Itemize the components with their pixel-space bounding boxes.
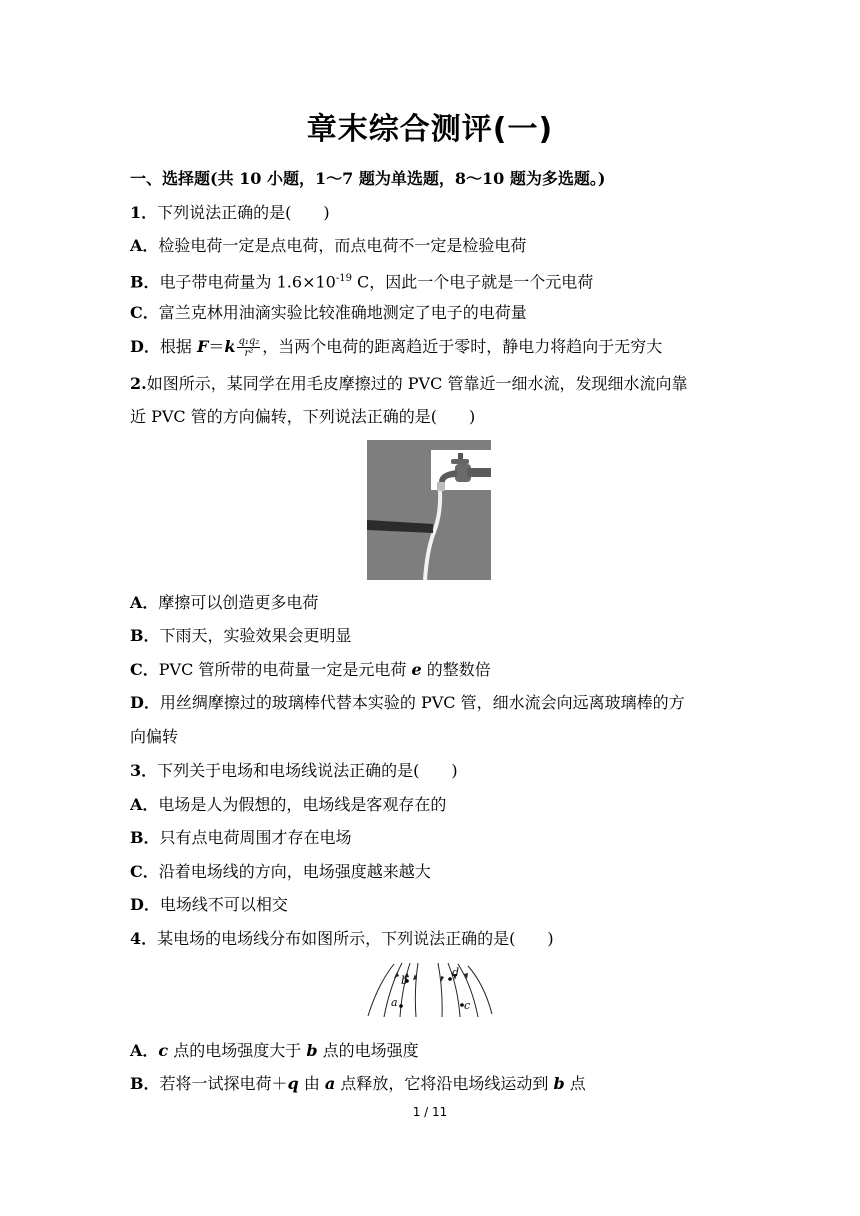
arrow-icon	[441, 976, 444, 982]
option-text: 若将一试探电荷＋	[159, 1074, 288, 1093]
faucet-water-pvc-figure	[367, 440, 491, 580]
option-text: 富兰克林用油滴实验比较准确地测定了电子的电荷量	[158, 303, 527, 322]
formula-fraction	[237, 336, 260, 359]
section-note: (共 10 小题，1～7 题为单选题，8～10 题为多选题。)	[210, 169, 606, 188]
q2-option-d-line1	[130, 692, 740, 714]
option-letter: A．	[130, 795, 159, 814]
q1-number: 1．	[130, 203, 158, 222]
fraction-numerator: q₁q₂	[238, 336, 260, 347]
label-b: b	[401, 974, 409, 987]
field-lines	[368, 963, 492, 1017]
option-letter: B．	[130, 626, 160, 645]
q1-stem-text: 下列说法正确的是( )	[157, 203, 330, 222]
formula-symbol: e	[411, 660, 422, 679]
q2-stem-text: 如图所示，某同学在用毛皮摩擦过的 PVC 管靠近一细水流，发现细水流向靠	[146, 374, 688, 393]
formula-symbol: F	[196, 337, 209, 356]
q2-option-a	[130, 592, 740, 614]
option-text: 沿着电场线的方向，电场强度越来越大	[158, 862, 431, 881]
formula-symbol: b	[553, 1074, 565, 1093]
fraction-denominator: r²	[244, 348, 254, 359]
page-title: 章末综合测评(一)	[306, 112, 554, 147]
q1-option-c	[130, 302, 740, 324]
option-letter: D．	[130, 337, 160, 356]
q2-option-d-line2	[130, 726, 740, 748]
formula-symbol: k	[224, 337, 236, 356]
exponent: -19	[335, 273, 352, 284]
q2-stem-line1	[130, 373, 740, 395]
option-text: 点的电场强度大于	[168, 1041, 307, 1060]
option-letter: C．	[130, 303, 159, 322]
q1-stem	[130, 202, 740, 224]
option-text: 点	[564, 1074, 586, 1093]
option-letter: D．	[130, 895, 160, 914]
option-letter: B．	[130, 828, 160, 847]
section-label: 选择题	[162, 169, 211, 188]
faucet-nozzle	[437, 482, 445, 491]
option-text: C，因此一个电子就是一个元电荷	[351, 272, 594, 292]
label-c: c	[464, 999, 471, 1012]
q2-option-b	[130, 625, 740, 647]
option-letter: D．	[130, 693, 160, 712]
field-line	[438, 963, 442, 1017]
option-letter: A．	[130, 593, 159, 612]
option-text: 检验电荷一定是点电荷，而点电荷不一定是检验电荷	[158, 236, 527, 255]
q2-stem-line2	[130, 406, 740, 428]
option-text: 点的电场强度	[317, 1041, 419, 1060]
arrow-icon	[394, 972, 399, 978]
q2-stem-text: 近 PVC 管的方向偏转，下列说法正确的是( )	[130, 407, 476, 426]
option-text: 根据	[159, 337, 197, 356]
q3-option-c	[130, 861, 740, 883]
field-line	[468, 966, 492, 1014]
option-text: 电场是人为假想的，电场线是客观存在的	[158, 795, 447, 814]
option-letter: A．	[130, 236, 159, 255]
option-text: 用丝绸摩擦过的玻璃棒代替本实验的 PVC 管，细水流会向远离玻璃棒的方	[159, 693, 685, 712]
q1-option-d	[130, 334, 740, 360]
option-text: PVC 管所带的电荷量一定是元电荷	[158, 660, 412, 679]
formula-symbol: ＝	[208, 337, 225, 356]
q3-stem-text: 下列关于电场和电场线说法正确的是( )	[157, 761, 458, 780]
option-text: 向偏转	[130, 727, 179, 746]
formula-symbol: q	[287, 1074, 299, 1093]
option-text: 电子带电荷量为 1.6×10	[159, 272, 336, 292]
q1-option-a	[130, 235, 740, 257]
formula-symbol: a	[324, 1074, 336, 1093]
option-letter: A．	[130, 1041, 159, 1060]
q3-number: 3．	[130, 761, 158, 780]
option-text: 由	[298, 1074, 325, 1093]
option-text: 下雨天，实验效果会更明显	[159, 626, 352, 645]
q4-stem	[130, 928, 740, 950]
q4-number: 4．	[130, 929, 158, 948]
field-line	[415, 963, 418, 1017]
field-line	[400, 963, 410, 1017]
page-number: 1 / 11	[412, 1105, 448, 1119]
q4-option-b	[130, 1073, 740, 1095]
option-text: 点释放，它将沿电场线运动到	[335, 1074, 554, 1093]
electric-field-lines-figure	[364, 960, 494, 1018]
faucet-handle-bar	[451, 459, 469, 464]
q3-stem	[130, 760, 740, 782]
faucet-pipe	[467, 468, 491, 477]
label-a: a	[391, 996, 398, 1009]
q4-option-a	[130, 1040, 740, 1062]
q3-option-b	[130, 827, 740, 849]
option-letter: B．	[130, 1074, 160, 1093]
formula-symbol: c	[158, 1041, 169, 1060]
q1-option-b	[130, 268, 740, 293]
option-text: 只有点电荷周围才存在电场	[159, 828, 352, 847]
q2-number: 2.	[130, 374, 147, 393]
option-text: 摩擦可以创造更多电荷	[158, 593, 319, 612]
q2-option-c	[130, 659, 740, 681]
q3-option-a	[130, 794, 740, 816]
q4-stem-text: 某电场的电场线分布如图所示，下列说法正确的是( )	[157, 929, 554, 948]
q3-option-d	[130, 894, 740, 916]
label-d: d	[452, 966, 460, 979]
option-text: 电场线不可以相交	[159, 895, 288, 914]
option-text: 的整数倍	[421, 660, 491, 679]
section-header	[130, 168, 740, 190]
point-a	[399, 1004, 403, 1008]
option-letter: C．	[130, 862, 159, 881]
option-letter: B．	[130, 272, 160, 292]
formula-symbol: b	[306, 1041, 318, 1060]
option-text: ，当两个电荷的距离趋近于零时，静电力将趋向于无穷大	[262, 337, 663, 356]
section-prefix: 一、	[130, 169, 163, 188]
option-letter: C．	[130, 660, 159, 679]
